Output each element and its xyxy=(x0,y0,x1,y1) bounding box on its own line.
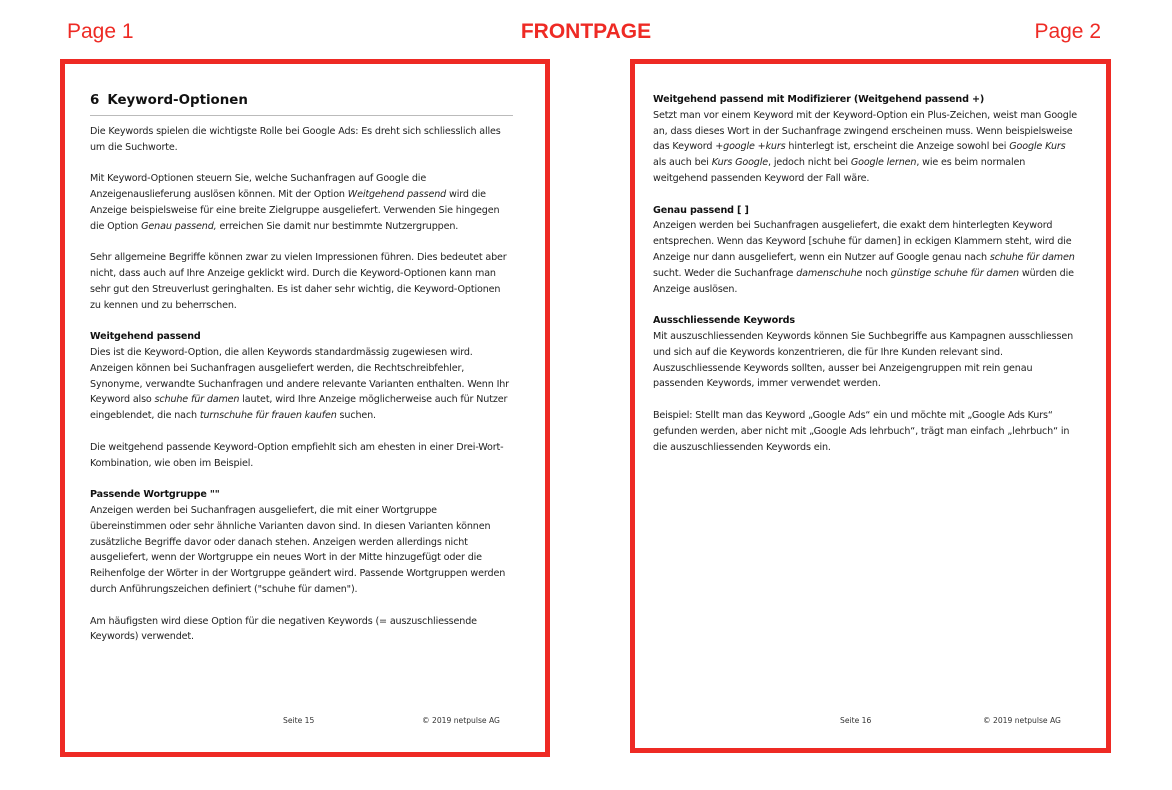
emphasis: damenschuhe xyxy=(796,267,863,279)
text: Anzeigen werden bei Suchanfragen ausgeliefert, die exakt dem hinterlegten Keyword entsprechen. Wenn das Keyword [schuhe für damen] in eckigen Klammern steht, wird die Anzeige nur dann ausgeliefert, wenn ein Nutzer auf Google genau nach xyxy=(653,220,1072,263)
subheading-broad-match: Weitgehend passend xyxy=(90,331,201,343)
frontpage-title: FRONTPAGE xyxy=(520,20,652,43)
phrase-match-paragraph: Anzeigen werden bei Suchanfragen ausgeliefert, die mit einer Wortgruppe übereinstimmen oder sehr ähnliche Varianten davon sind. In diesen Varianten können zusätzliche Begriffe davor oder danach stehen. Anzeigen werden allerdings nicht ausgeliefert, wenn der Wortgruppe ein neues Wort in der Mitte hinzugefügt oder die Reihenfolge der Wörter in der Wortgruppe geändert wird. Passende Wortgruppen werden durch Anführungszeichen definiert ("schuhe für damen"). xyxy=(90,504,506,595)
subheading-phrase-match: Passende Wortgruppe "" xyxy=(90,489,220,501)
emphasis: Genau passend, xyxy=(141,220,217,232)
subheading-negative-keywords: Ausschliessende Keywords xyxy=(653,315,795,327)
emphasis: +google +kurs xyxy=(715,141,786,153)
text: suchen. xyxy=(336,410,376,422)
text: lautet, wird Ihre Anzeige möglicherweise auch für Nutzer eingeblendet, die nach xyxy=(90,394,508,422)
section-number: 6 xyxy=(90,93,100,108)
copyright: © 2019 netpulse AG xyxy=(422,716,500,725)
section-title: Keyword-Optionen xyxy=(107,93,248,108)
general-terms-paragraph: Sehr allgemeine Begriffe können zwar zu vielen Impressionen führen. Dies bedeutet aber nicht, dass auch auf Ihre Anzeige geklickt wird. Durch die Keyword-Optionen kann man sehr gut den Streuverlust geringhalten. Es ist daher sehr wichtig, die Keyword-Optionen zu kennen und zu beherrschen. xyxy=(90,252,507,311)
text: Mit Keyword-Optionen steuern Sie, welche Suchanfragen auf Google die Anzeigenauslieferung auslösen können. Mit der Option xyxy=(90,173,427,200)
section-heading xyxy=(90,93,513,116)
text: Dies ist die Keyword-Option, die allen Keywords standardmässig zugewiesen wird. Anzeigen können bei Suchanfragen ausgeliefert werden, die Rechtschreibfehler, Synonyme, verwandte Suchanfragen und andere relevante Varianten enthalten. Wenn Ihr Keyword also xyxy=(90,346,509,406)
text: noch xyxy=(862,267,891,279)
page-1-label: Page 1 xyxy=(67,20,134,43)
negative-keywords-paragraph: Mit auszuschliessenden Keywords können Sie Suchbegriffe aus Kampagnen ausschliessen und sich auf die Keywords konzentrieren, die für Ihre Kunden relevant sind. Auszuschliessende Keywords sollten, ausser bei Anzeigengruppen mit rein genau passenden Keywords, immer verwendet werden. xyxy=(653,330,1074,390)
exact-match-paragraph xyxy=(653,218,1078,297)
emphasis: Google Kurs xyxy=(1009,141,1066,153)
text: , jedoch nicht bei xyxy=(768,157,851,169)
page-16-content xyxy=(653,92,1078,471)
intro-paragraph: Die Keywords spielen die wichtigste Rolle bei Google Ads: Es dreht sich schliesslich alles um die Suchworte. xyxy=(90,125,501,153)
text: als auch bei xyxy=(653,157,712,169)
broad-modifier-paragraph xyxy=(653,108,1078,187)
text: hinterlegt ist, erscheint die Anzeige sowohl bei xyxy=(785,141,1010,153)
emphasis: turnschuhe für frauen kaufen xyxy=(199,410,337,422)
text: , wie es beim normalen weitgehend passenden Keyword der Fall wäre. xyxy=(653,157,1026,184)
text: würden die Anzeige auslösen. xyxy=(653,267,1074,295)
emphasis: schuhe für damen xyxy=(154,394,240,406)
emphasis: schuhe für damen xyxy=(989,251,1075,263)
text: wird die Anzeige beispielsweise für eine breite Zielgruppe ausgeliefert. Verwenden Sie hingegen die Option xyxy=(90,188,500,232)
subheading-broad-modifier: Weitgehend passend mit Modifizierer (Weitgehend passend +) xyxy=(653,94,985,105)
keyword-options-paragraph xyxy=(90,171,513,234)
page-2-label: Page 2 xyxy=(1034,20,1101,43)
text: sucht. Weder die Suchanfrage xyxy=(653,267,797,279)
broad-match-paragraph xyxy=(90,345,513,424)
document-page-16 xyxy=(630,59,1111,753)
document-page-15 xyxy=(60,59,550,757)
emphasis: Kurs Google xyxy=(711,157,769,169)
text: Setzt man vor einem Keyword mit der Keyword-Option ein Plus-Zeichen, weist man Google an, dass dieses Wort in der Suchanfrage zwingend erscheinen muss. Wenn beispielsweise das Keyword xyxy=(653,109,1077,153)
phrase-match-usage: Am häufigsten wird diese Option für die negativen Keywords (= auszuschliessende Keywords) verwendet. xyxy=(90,615,477,643)
broad-match-recommendation: Die weitgehend passende Keyword-Option empfiehlt sich am ehesten in einer Drei-Wort-Kombination, wie oben im Beispiel. xyxy=(90,441,504,469)
emphasis: Google lernen xyxy=(850,157,917,169)
negative-keywords-example: Beispiel: Stellt man das Keyword „Google Ads“ ein und möchte mit „Google Ads Kurs“ gefunden werden, aber nicht mit „Google Ads lehrbuch“, trägt man einfach „lehrbuch“ in die auszuschliessenden Keywords ein. xyxy=(653,409,1070,453)
copyright: © 2019 netpulse AG xyxy=(983,716,1061,725)
text: erreichen Sie damit nur bestimmte Nutzergruppen. xyxy=(216,220,459,232)
subheading-exact-match: Genau passend [ ] xyxy=(653,204,749,216)
page-number: Seite 15 xyxy=(283,716,315,725)
page-15-content xyxy=(90,93,513,661)
emphasis: Weitgehend passend xyxy=(347,188,447,200)
page-number: Seite 16 xyxy=(840,716,872,725)
emphasis: günstige schuhe für damen xyxy=(890,267,1019,279)
